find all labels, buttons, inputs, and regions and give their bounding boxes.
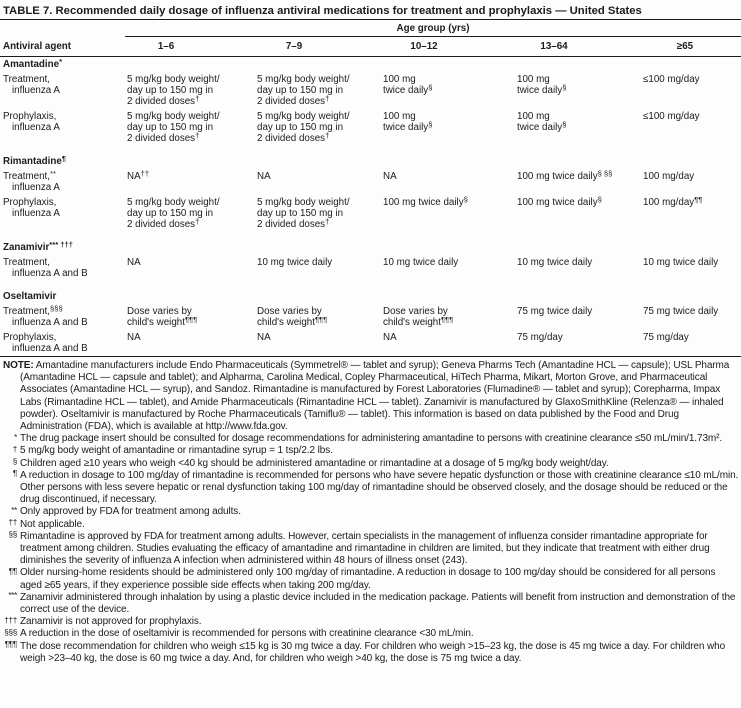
dose-cell: 5 mg/kg body weight/ day up to 150 mg in 2 divided doses† [257,197,350,230]
dose-cell: ≤100 mg/day [643,74,700,85]
dose-cell: 100 mg twice daily§ [517,74,567,96]
age-group-header: Age group (yrs) [125,20,741,37]
row-label-line2: influenza A [12,182,60,193]
dose-cell: NA [127,332,141,343]
drug-section-header: Rimantadine¶ [3,153,67,167]
age-col-5: ≥65 [676,41,694,52]
age-col-1: 1–6 [157,41,175,52]
row-label-line2: influenza A and B [12,317,88,328]
age-col-4: 13–64 [540,41,568,52]
footnote: † 5 mg/kg body weight of amantadine or rimantadine syrup = 1 tsp/2.2 lbs. [3,445,739,457]
table-row [0,332,741,354]
dose-cell: NA†† [127,168,150,182]
age-col-2: 7–9 [285,41,303,52]
footnote: †† Not applicable. [3,519,739,531]
row-header-label: Antiviral agent [3,41,72,52]
dose-cell: 100 mg/day [643,171,695,182]
footnote-marker: §§ [8,530,17,540]
footnote-marker: ¶¶¶ [4,640,17,650]
footnote: * The drug package insert should be consulted for dosage recommendations for administering amantadine to persons with creatinine clearance ≤50 mL/min/1.73m². [3,433,739,445]
row-label-line2: influenza A [12,208,60,219]
dose-cell: NA [257,171,271,182]
row-label: Prophylaxis, influenza A [0,197,125,230]
footnote: §§ Rimantadine is approved by FDA for treatment among adults. However, certain specialists in the management of influenza consider rimantadine appropriate for treatment among children. Studies evaluating the efficacy of amantadine and rimantadine in children are limited, but they indicate that treatment with either drug diminishes the severity of influenza A infection when administered within 48 hours of illness onset (243). [3,531,739,568]
row-label-line2: influenza A [12,85,60,96]
row-label-line2: influenza A [12,122,60,133]
table-row [0,168,741,193]
dose-cell: 5 mg/kg body weight/ day up to 150 mg in 2 divided doses† [257,111,350,144]
dose-cell: 5 mg/kg body weight/ day up to 150 mg in 2 divided doses† [127,197,220,230]
row-label: Prophylaxis, influenza A [0,111,125,144]
dose-cell: 10 mg twice daily [517,257,593,268]
drug-section-header: Amantadine* [3,57,63,70]
footnote-marker: ¶¶ [8,566,17,576]
dose-cell: 75 mg/day [643,332,689,343]
table-row [0,111,741,144]
row-label-line2: influenza A and B [12,343,88,354]
footnote: § Children aged ≥10 years who weigh <40 kg should be administered amantadine or rimantadine at a dosage of 5 mg/kg body weight/day. [3,458,739,470]
dose-cell: 100 mg twice daily§ [383,194,468,208]
dose-cell: 75 mg/day [517,332,563,343]
note-label: NOTE: [3,360,34,371]
dose-cell: 75 mg twice daily [517,306,593,317]
table-row [0,74,741,107]
dose-cell: 100 mg/day¶¶ [643,194,703,208]
dose-cell: 5 mg/kg body weight/ day up to 150 mg in 2 divided doses† [127,111,220,144]
footnote-marker: ¶ [12,469,17,479]
dose-cell: 5 mg/kg body weight/ day up to 150 mg in 2 divided doses† [257,74,350,107]
dose-cell: NA [127,257,141,268]
footnote: *** Zanamivir administered through inhalation by using a plastic device included in the medication package. Patients will benefit from instruction and demonstration of the correct use of the device. [3,592,739,616]
footnote: ¶¶¶ The dose recommendation for children who weigh ≤15 kg is 30 mg twice a day. For children who weigh >15–23 kg, the dose is 45 mg twice a day. For children who weigh >23–40 kg, the dose is 60 mg twice a day. And, for children who weigh >40 kg, the dose is 75 mg twice a day. [3,641,739,665]
row-label: Prophylaxis, influenza A and B [0,332,125,354]
dose-cell: 10 mg twice daily [257,257,333,268]
footnote-marker: §§§ [4,627,17,637]
dose-cell: 100 mg twice daily§ §§ [517,168,613,182]
footnote-marker: * [14,432,17,442]
footnote: ¶ A reduction in dosage to 100 mg/day of rimantadine is recommended for persons who have severe hepatic dysfunction or those with creatinine clearance ≤10 mL/min. Other persons with less severe hepatic or renal dysfunction taking 100 mg/day of rimantadine should be observed closely, and the dosage should be reduced or the drug discontinued, if necessary. [3,470,739,507]
dose-cell: NA [257,332,271,343]
age-col-3: 10–12 [410,41,438,52]
footnote-marker: ††† [4,615,17,625]
dose-cell: Dose varies by child's weight¶¶¶ [127,306,198,328]
footnotes [0,357,741,665]
drug-section-header: Zanamivir*** ††† [3,239,73,253]
footnote-marker: † [12,444,17,454]
footnote: ††† Zanamivir is not approved for prophylaxis. [3,616,739,628]
table-title: TABLE 7. Recommended daily dosage of influenza antiviral medications for treatment and prophylaxis — United States [0,0,741,20]
dose-cell: ≤100 mg/day [643,111,700,122]
footnote: ** Only approved by FDA for treatment among adults. [3,506,739,518]
row-label-line2: influenza A and B [12,268,88,279]
dose-cell: 100 mg twice daily§ [517,111,567,133]
table-body [0,57,741,357]
table-row [0,257,741,279]
table-row [0,303,741,328]
row-label: Treatment,§§§ influenza A and B [0,306,125,328]
table-row [0,194,741,230]
footnote-marker: †† [8,518,17,528]
column-header-row [0,37,741,57]
dose-cell: 10 mg twice daily [643,257,719,268]
dose-cell: NA [383,171,397,182]
dose-cell: NA [383,332,397,343]
footnote: ¶¶ Older nursing-home residents should be administered only 100 mg/day of rimantadine. A reduction in dosage to 100 mg/day should be considered for all persons aged ≥65 years, if they experience possible side effects when taking 200 mg/day. [3,567,739,591]
drug-section-header: Oseltamivir [3,291,57,302]
dose-cell: 100 mg twice daily§ [383,74,433,96]
row-label: Treatment,** influenza A [0,171,125,193]
footnote-marker: § [12,457,17,467]
note-text: Amantadine manufacturers include Endo Pharmaceuticals (Symmetrel® — tablet and syrup); Geneva Pharms Tech (Amantadine HCL — capsule); USL Pharma (Amantadine HCL — capsule and tablet); and Alpharma, Carolina Medical, Copley Pharmaceutical, HiTech Pharma, Mikart, Morton Grove, and Pharmaceutical Associates (Amantadine HCL — syrup), and Sandoz. Rimantadine is manufactured by Forest Laboratories (Flumadine® — tablet and syrup); Corepharma, Impax Labs (Rimantadine HCL — tablet), and Amide Pharmaceuticals (Rimantadine HCL — tablet). Zanamivir is manufactured by GlaxoSmithKline (Relenza® — inhaled powder). Oseltamivir is manufactured by Roche Pharmaceuticals (Tamiflu® — tablet). This information is based on data published by the Food and Drug Administration (FDA), which is available at http://www.fda.gov. [20,360,730,433]
dose-cell: Dose varies by child's weight¶¶¶ [257,306,328,328]
dose-cell: 100 mg twice daily§ [517,194,602,208]
dose-cell: 75 mg twice daily [643,306,719,317]
footnote: §§§ A reduction in the dose of oseltamivir is recommended for persons with creatinine clearance <30 mL/min. [3,628,739,640]
dose-cell: 5 mg/kg body weight/ day up to 150 mg in 2 divided doses† [127,74,220,107]
note-paragraph [3,360,739,433]
footnote-marker: ** [11,505,17,515]
footnote-marker: *** [8,591,17,601]
dose-cell: Dose varies by child's weight¶¶¶ [383,306,454,328]
dose-cell: 10 mg twice daily [383,257,459,268]
row-label: Treatment, influenza A and B [0,257,125,279]
dose-cell: 100 mg twice daily§ [383,111,433,133]
row-label: Treatment, influenza A [0,74,125,107]
